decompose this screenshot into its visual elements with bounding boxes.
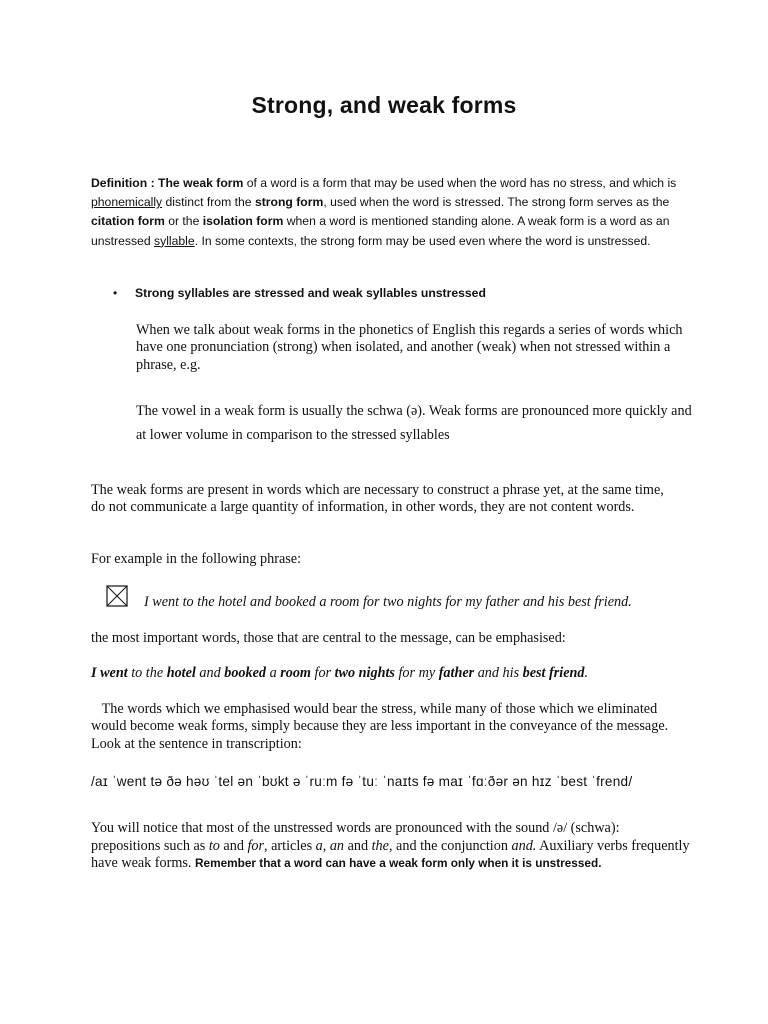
term-strong-form: strong form bbox=[254, 195, 324, 210]
weak-word: for my bbox=[394, 665, 439, 681]
phonetic-transcription: /aɪ ˈwent tə ðə həʊ ˈtel ən ˈbʊkt ə ˈruːm fə ˈtuː ˈnaɪts fə maɪ ˈfɑːðər ən hɪz ˈbest ˈfrend/ bbox=[91, 774, 633, 789]
example-sentence: I went to the hotel and booked a room for two nights for my father and his best friend. bbox=[144, 594, 632, 610]
definition-paragraph bbox=[91, 174, 691, 251]
paragraph-content-words: The weak forms are present in words which are necessary to construct a phrase yet, at the same time, do not communicate a large quantity of information, in other words, they are not content words. bbox=[91, 482, 664, 516]
definition-text: , used when the word is stressed. The strong form serves as the bbox=[323, 195, 670, 210]
paragraph-example-intro: For example in the following phrase: bbox=[91, 551, 302, 567]
summary-text: Auxiliary verbs frequently have weak forms. bbox=[91, 837, 690, 871]
weak-word: and his bbox=[474, 665, 523, 681]
summary-text: and bbox=[219, 837, 248, 854]
summary-italic: and. bbox=[511, 837, 537, 854]
term-citation-form: citation form bbox=[91, 214, 165, 229]
definition-label: Definition : bbox=[91, 176, 159, 190]
summary-italic: the bbox=[371, 837, 389, 854]
paragraph-important-words: the most important words, those that are central to the message, can be emphasised: bbox=[91, 630, 566, 646]
paragraph-weak-forms-intro: When we talk about weak forms in the phonetics of English this regards a series of words which have one pronunciation (strong) when isolated, and another (weak) when not stressed within a phrase, e.g. bbox=[136, 322, 683, 373]
summary-text: , articles bbox=[264, 837, 316, 854]
term-weak-form: The weak form bbox=[158, 176, 244, 190]
link-phonemically[interactable]: phonemically bbox=[91, 195, 163, 210]
checkbox-icon[interactable] bbox=[106, 585, 128, 607]
definition-text: distinct from the bbox=[162, 195, 255, 210]
definition-text: when a word is mentioned standing alone. A weak form is a word as an unstressed bbox=[91, 214, 670, 248]
paragraph-schwa: The vowel in a weak form is usually the schwa (ə). Weak forms are pronounced more quickly and at lower volume in comparison to the stressed syllables bbox=[136, 403, 692, 443]
stressed-word: two nights bbox=[334, 665, 395, 681]
summary-text: and bbox=[344, 837, 372, 854]
summary-text: , and the conjunction bbox=[388, 837, 512, 854]
stressed-word: best friend bbox=[522, 665, 585, 681]
summary-italic: for bbox=[247, 837, 265, 854]
link-syllable[interactable]: syllable bbox=[154, 233, 195, 248]
bullet-marker: • bbox=[113, 286, 118, 300]
weak-word: . bbox=[584, 665, 589, 681]
summary-note: Remember that a word can have a weak form only when it is unstressed. bbox=[195, 856, 602, 870]
paragraph-schwa-summary bbox=[91, 820, 691, 873]
stressed-word: room bbox=[280, 665, 311, 681]
page-title: Strong, and weak forms bbox=[251, 92, 517, 118]
summary-text: You will notice that most of the unstressed words are pronounced with the sound /ə/ (schwa): prepositions such as bbox=[91, 820, 620, 854]
bullet-text: Strong syllables are stressed and weak syllables unstressed bbox=[135, 286, 486, 300]
definition-text: or the bbox=[164, 214, 203, 229]
stressed-word: I went bbox=[91, 665, 128, 681]
stressed-word: hotel bbox=[166, 665, 196, 681]
weak-word: a bbox=[266, 665, 281, 681]
example-row bbox=[106, 585, 706, 611]
summary-italic: to bbox=[208, 837, 220, 854]
weak-word: and bbox=[195, 665, 225, 681]
weak-word: to the bbox=[127, 665, 167, 681]
stressed-word: father bbox=[438, 665, 475, 681]
summary-italic: a, an bbox=[315, 837, 345, 854]
definition-text: . In some contexts, the strong form may be used even where the word is unstressed. bbox=[194, 233, 651, 248]
emphasized-sentence bbox=[91, 665, 711, 682]
weak-word: for bbox=[310, 665, 335, 681]
stressed-word: booked bbox=[224, 665, 267, 681]
paragraph-stress-explanation: The words which we emphasised would bear the stress, while many of those which we eliminated would become weak forms, simply because they are less important in the conveyance of the message. Look at the sentence in transcription: bbox=[91, 701, 672, 752]
term-isolation-form: isolation form bbox=[202, 214, 284, 229]
definition-text: of a word is a form that may be used when the word has no stress, and which is bbox=[243, 176, 677, 190]
